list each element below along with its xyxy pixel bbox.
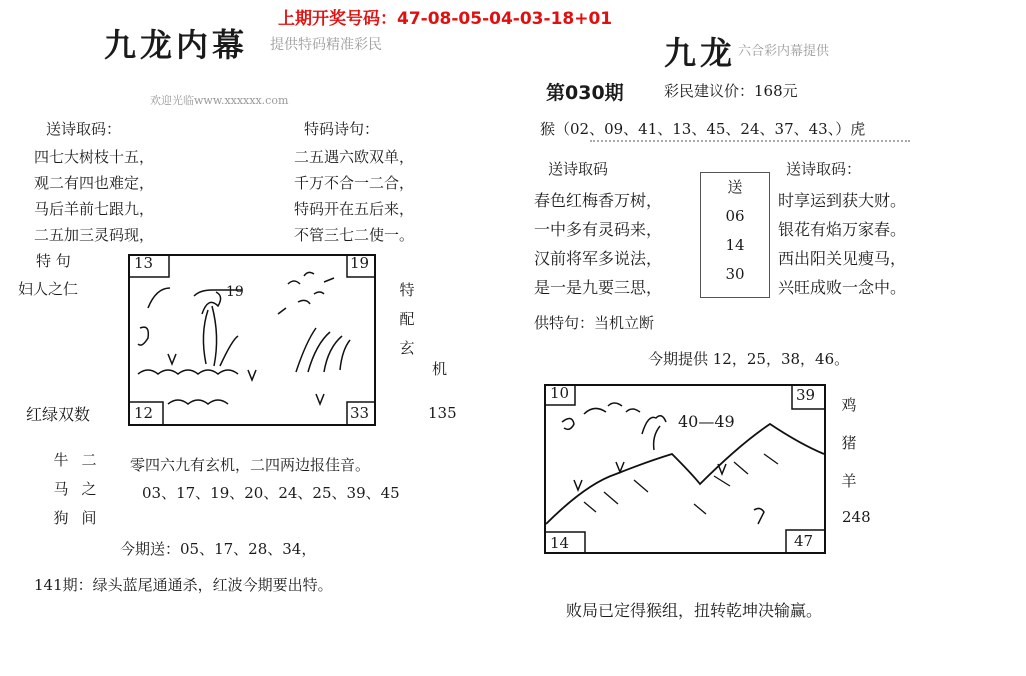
zodiac-char: 马	[53, 480, 69, 498]
send-number-box	[700, 172, 770, 298]
monkey-numbers: 猴（02、09、41、13、45、24、37、43、）虎	[540, 120, 866, 138]
special-poem-label: 特码诗句：	[304, 120, 380, 138]
right-zodiac-value: 248	[842, 508, 871, 526]
issue-number: 第030期	[546, 82, 624, 104]
right-page-title: 九龙	[664, 34, 737, 72]
te-ju-text: 妇人之仁	[18, 280, 79, 298]
left-corner-top-left: 13	[134, 254, 154, 272]
right-poem-label-left: 送诗取码	[548, 160, 609, 178]
poem-line: 马后羊前七跟九，	[34, 200, 155, 218]
hong-lv-label: 红绿双数	[26, 405, 91, 424]
left-corner-top-right: 19	[350, 254, 370, 272]
zodiac-char: 牛	[53, 451, 69, 469]
left-corner-bottom-right: 33	[350, 404, 370, 422]
special-poem-line: 二五遇六欧双单，	[294, 148, 415, 166]
last-draw-numbers: 上期开奖号码：47-08-05-04-03-18+01	[278, 9, 613, 29]
zodiac-char: 鸡	[841, 396, 857, 414]
poem-line: 兴旺成败一念中。	[778, 278, 907, 297]
zodiac-char: 之	[81, 480, 97, 498]
left-sketch-label: 19	[226, 284, 244, 300]
poem-line: 时享运到获大财。	[778, 191, 907, 210]
vertical-char: 特	[399, 281, 415, 299]
special-poem-line: 千万不合一二合，	[294, 174, 415, 192]
right-sketch-label: 40—49	[678, 412, 735, 431]
left-page-subtitle: 提供特码精准彩民	[270, 37, 382, 53]
zodiac-col-2	[78, 446, 100, 533]
zodiac-col-1	[50, 446, 72, 533]
ji-label: 机	[432, 360, 448, 378]
vertical-char: 玄	[399, 339, 415, 357]
right-page-subtitle: 六合彩内幕提供	[738, 44, 830, 59]
zodiac-char: 狗	[53, 509, 69, 527]
poem-lines	[34, 144, 154, 248]
right-poem-label-right: 送诗取码：	[786, 160, 862, 178]
right-zodiac	[838, 386, 860, 500]
left-today: 今期送：05、17、28、34，	[120, 540, 317, 558]
right-corner-bottom-left: 14	[550, 534, 570, 552]
right-sketch	[544, 384, 826, 554]
zodiac-char: 羊	[841, 472, 857, 490]
send-number: 06	[725, 207, 745, 225]
right-today: 今期提供 12，25，38，46。	[648, 350, 850, 368]
poem-line: 二五加三灵码现，	[34, 226, 155, 244]
right-corner-top-left: 10	[550, 384, 570, 402]
poem-line: 汉前将军多说法，	[534, 249, 663, 268]
special-poem-line: 不管三七二使一。	[294, 226, 415, 244]
zodiac-char: 二	[81, 451, 97, 469]
zodiac-char: 间	[81, 509, 97, 527]
special-phrase: 供特句：当机立断	[534, 314, 655, 332]
right-corner-bottom-right: 47	[794, 532, 814, 550]
left-bottom-line: 141期：绿头蓝尾通通杀，红波今期要出特。	[34, 576, 333, 594]
send-label: 送	[727, 178, 743, 196]
suggested-price: 彩民建议价：168元	[664, 82, 798, 100]
poem-line: 一中多有灵码来，	[534, 220, 663, 239]
poem-label: 送诗取码：	[46, 120, 122, 138]
vertical-label	[396, 276, 418, 363]
left-corner-bottom-left: 12	[134, 404, 154, 422]
hong-lv-value: 135	[428, 404, 457, 422]
right-bottom-line: 败局已定得猴组，扭转乾坤决输赢。	[566, 601, 823, 620]
left-page-title: 九龙内幕	[104, 26, 249, 64]
left-header-line: 欢迎光临www.xxxxxx.com	[150, 94, 289, 107]
poem-line: 春色红梅香万树，	[534, 191, 663, 210]
vertical-char: 配	[399, 310, 415, 328]
poem-line: 银花有焰万家春。	[778, 220, 907, 239]
send-number: 30	[725, 265, 745, 283]
special-poem-lines	[294, 144, 414, 248]
poem-line: 观二有四也难定，	[34, 174, 155, 192]
left-numbers-a: 03、17、19、20、24、25、39、45	[142, 484, 400, 502]
right-poem-left	[534, 186, 662, 302]
faded-divider	[590, 140, 910, 150]
right-poem-right	[778, 186, 906, 302]
right-corner-top-right: 39	[796, 386, 816, 404]
te-ju-label: 特 句	[36, 252, 71, 270]
poem-line: 西出阳关见瘦马，	[778, 249, 907, 268]
zodiac-char: 猪	[841, 434, 857, 452]
special-poem-line: 特码开在五后来，	[294, 200, 415, 218]
left-line-a: 零四六九有玄机，二四两边报佳音。	[130, 456, 371, 474]
poem-line: 四七大树枝十五，	[34, 148, 155, 166]
left-sketch	[128, 254, 376, 426]
poem-line: 是一是九要三思，	[534, 278, 663, 297]
send-number: 14	[725, 236, 745, 254]
